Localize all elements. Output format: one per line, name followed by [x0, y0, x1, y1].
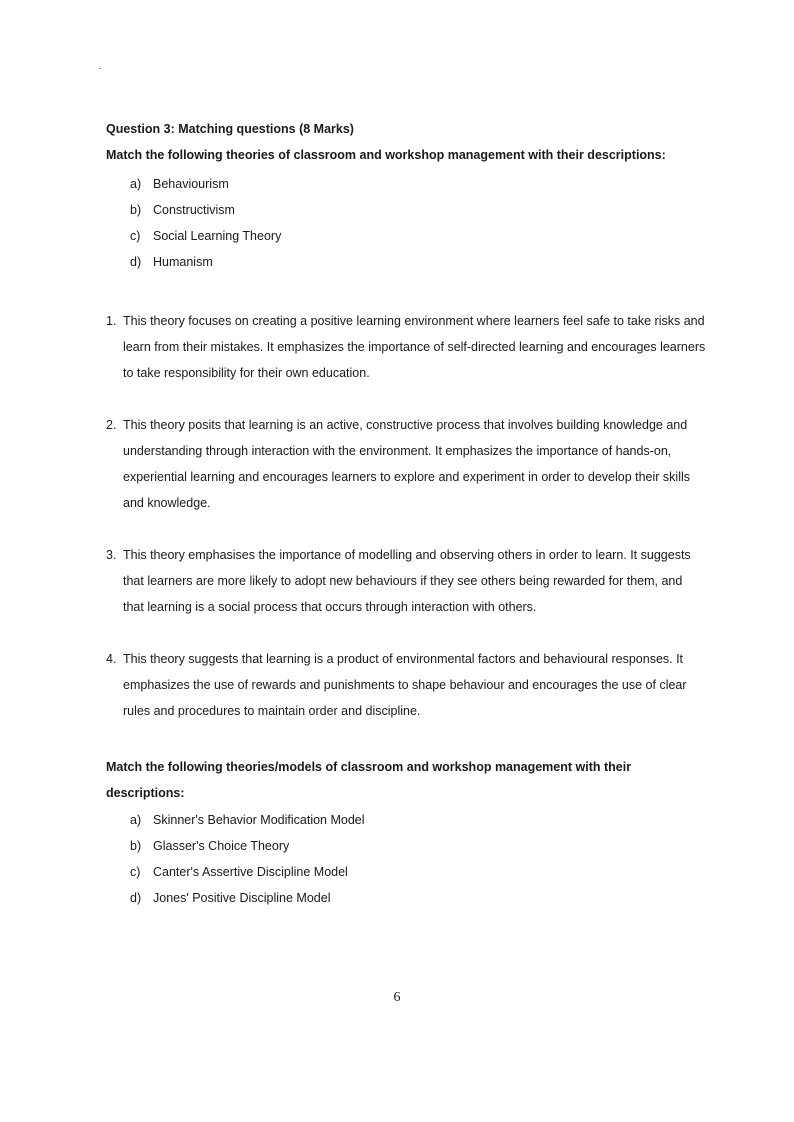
option-item: [106, 859, 706, 885]
option-letter: c): [130, 865, 141, 879]
question-title: Question 3: Matching questions (8 Marks): [106, 122, 354, 136]
description-number: 1.: [106, 314, 117, 328]
option-text: Social Learning Theory: [153, 229, 282, 243]
description-item: [106, 646, 706, 724]
model-options-list: [106, 807, 706, 911]
description-number: 2.: [106, 418, 117, 432]
option-text: Humanism: [153, 255, 213, 269]
option-text: Behaviourism: [153, 177, 229, 191]
option-letter: a): [130, 177, 142, 191]
option-item: [106, 833, 706, 859]
description-text: This theory posits that learning is an active, constructive process that involves building knowledge and understanding through interaction with the environment. It emphasizes the importance of hands-on, experiential learning and encourages learners to explore and experiment in order to develop their skills and knowledge.: [123, 418, 690, 510]
option-letter: d): [130, 255, 142, 269]
option-item: [106, 807, 706, 833]
stray-mark: [99, 68, 101, 69]
descriptions-list: [106, 308, 706, 724]
page-content: [106, 120, 706, 911]
description-item: [106, 308, 706, 386]
option-letter: d): [130, 891, 142, 905]
option-text: Skinner's Behavior Modification Model: [153, 813, 365, 827]
option-text: Jones' Positive Discipline Model: [153, 891, 331, 905]
option-letter: b): [130, 203, 142, 217]
option-text: Canter's Assertive Discipline Model: [153, 865, 348, 879]
description-text: This theory emphasises the importance of modelling and observing others in order to learn. It suggests that learners are more likely to adopt new behaviours if they see others being rewarded for them, and that learning is a social process that occurs through interaction with others.: [123, 548, 691, 614]
description-item: [106, 542, 706, 620]
option-item: [106, 249, 706, 275]
option-letter: c): [130, 229, 141, 243]
question-instruction: Match the following theories of classroom and workshop management with their descriptions:: [106, 148, 666, 162]
description-number: 4.: [106, 652, 117, 666]
description-text: This theory suggests that learning is a product of environmental factors and behavioural responses. It emphasizes the use of rewards and punishments to shape behaviour and encourages the use of clear rules and procedures to maintain order and discipline.: [123, 652, 687, 718]
option-item: [106, 171, 706, 197]
option-item: [106, 197, 706, 223]
theory-options-list: [106, 171, 706, 275]
option-item: [106, 223, 706, 249]
option-text: Glasser's Choice Theory: [153, 839, 290, 853]
option-item: [106, 885, 706, 911]
option-letter: b): [130, 839, 142, 853]
page-number: 6: [393, 990, 401, 1005]
description-item: [106, 412, 706, 516]
description-number: 3.: [106, 548, 117, 562]
description-text: This theory focuses on creating a positive learning environment where learners feel safe to take risks and learn from their mistakes. It emphasizes the importance of self-directed learning and encourages learners to take responsibility for their own education.: [123, 314, 706, 380]
second-instruction: Match the following theories/models of classroom and workshop management with their descriptions:: [106, 760, 632, 800]
option-letter: a): [130, 813, 142, 827]
option-text: Constructivism: [153, 203, 235, 217]
